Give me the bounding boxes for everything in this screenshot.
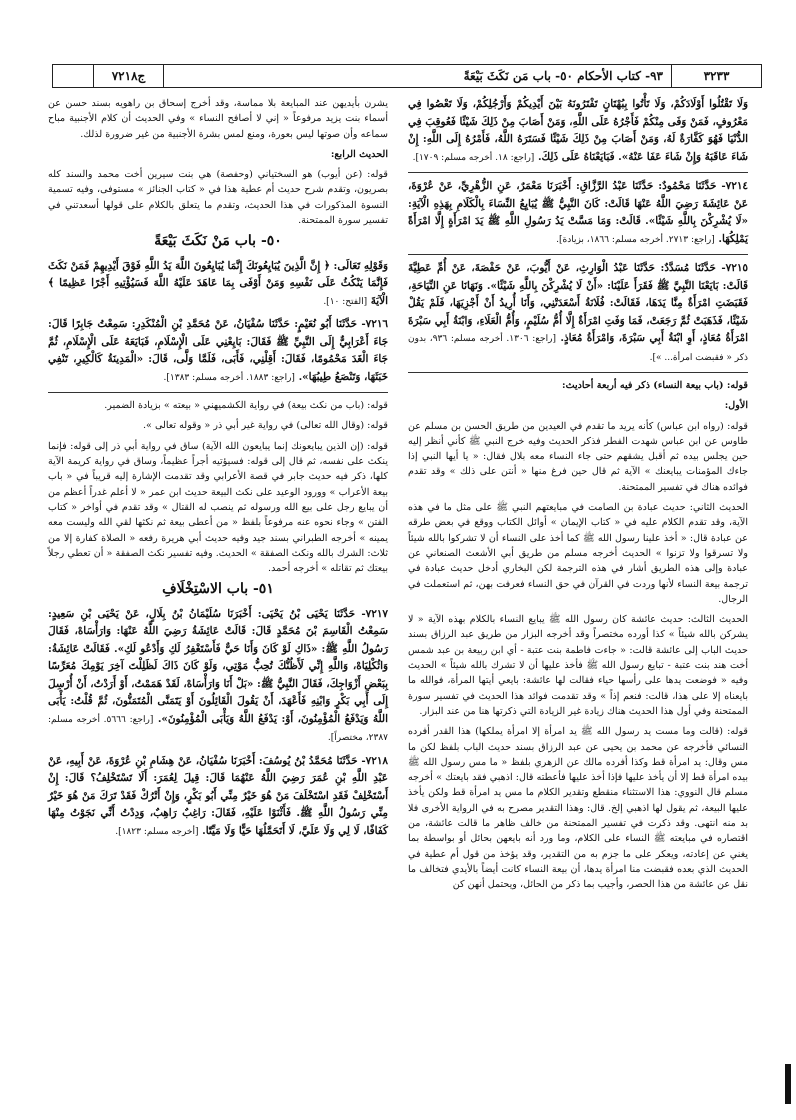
divider [48, 392, 388, 393]
hadith-7217: ٧٢١٧- حَدَّثَنَا يَحْيَى بْنُ يَحْيَى: أَخْبَرَنَا سُلَيْمَانُ بْنُ بِلَالٍ، عَنْ يَحْيَى بْنِ سَعِيدٍ: سَمِعْتُ الْقَاسِمَ بْنَ مُحَمَّدٍ قَالَ: قَالَتْ عَائِشَةُ رَضِيَ اللَّهُ عَنْهَا: وَارَأْسَاهْ، فَقَالَ رَسُولُ اللَّهِ ﷺ: «ذَاكِ لَوْ كَانَ وَأَنَا حَيٌّ فَأَسْتَغْفِرُ لَكِ وَأَدْعُو لَكِ». فَقَالَتْ عَائِشَةُ: وَاثُكْلِيَاهْ، وَاللَّهِ إِنِّي لَأَظُنُّكَ تُحِبُّ مَوْتِي، وَلَوْ كَانَ ذَاكَ لَظَلِلْتَ آخِرَ يَوْمِكَ مُعَرِّسًا بِبَعْضِ أَزْوَاجِكَ، فَقَالَ النَّبِيُّ ﷺ: «بَلْ أَنَا وَارَأْسَاهْ، لَقَدْ هَمَمْتُ، أَوْ أَرَدْتُ، أَنْ أُرْسِلَ إِلَى أَبِي بَكْرٍ وَابْنِهِ فَأَعْهَدَ، أَنْ يَقُولَ الْقَائِلُونَ أَوْ يَتَمَنَّى الْمُتَمَنُّونَ، ثُمَّ قُلْتُ: يَأْبَى اللَّهُ وَيَدْفَعُ الْمُؤْمِنُونَ، أَوْ: يَدْفَعُ اللَّهُ وَيَأْبَى الْمُؤْمِنُونَ». [راجع: ٥٦٦٦. أخرجه مسلم: ٢٣٨٧، مختصراً]. [48, 607, 388, 744]
header-blank-cell [53, 65, 93, 87]
hadith-7215: ٧٢١٥- حَدَّثَنَا مُسَدَّدٌ: حَدَّثَنَا عَبْدُ الْوَارِثِ، عَنْ أَيُّوبَ، عَنْ حَفْصَةَ، عَنْ أُمِّ عَطِيَّةَ قَالَتْ: بَايَعْنَا النَّبِيَّ ﷺ فَقَرَأَ عَلَيْنَا: «أَنْ لَا يُشْرِكْنَ بِاللَّهِ شَيْئًا». وَنَهَانَا عَنِ النِّيَاحَةِ، فَقَبَضَتِ امْرَأَةٌ مِنَّا يَدَهَا، فَقَالَتْ: فُلَانَةُ أَسْعَدَتْنِي، وَأَنَا أُرِيدُ أَنْ أَجْزِيَهَا، فَلَمْ يَقُلْ شَيْئًا، فَذَهَبَتْ ثُمَّ رَجَعَتْ، فَمَا وَفَتِ امْرَأَةٌ إِلَّا أُمُّ سُلَيْمٍ، وَأُمُّ الْعَلَاءِ، وَابْنَةُ أَبِي سَبْرَةَ امْرَأَةُ مُعَاذٍ، أَوِ ابْنَةُ أَبِي سَبْرَةَ، وَامْرَأَةُ مُعَاذٍ. [راجع: ١٣٠٦. أخرجه مسلم: ٩٣٦، بدون ذكر « فقبضت امرأة... »]. [408, 262, 748, 363]
verse-reference: [الفتح: ١٠]. [323, 296, 368, 307]
commentary-subheading: الأول: [724, 400, 748, 412]
commentary-heading: قوله: (باب بيعة النساء) ذكر فيه أربعة أحاديث: [562, 380, 748, 391]
commentary-paragraph: قوله: (إن الذين يبايعونك إنما يبايعون الله الآية) ساق في رواية أبي ذر إلى قوله: فإنما ينكث على نفسه، ثم قال إلى قوله: فسيؤتيه أجراً عظيماً، وساق في رواية كريمة الآية كلها، ذكر فيه حديث جابر في قصة الأعرابي وقد تقدمت الإشارة إليه قريباً في « باب بيعة الأعراب » وورود الوعيد على نكث البيعة حديث ابن عمر « لا أعلم غدراً أعظم من أن يبايع رجل على بيع الله ورسوله ثم ينصب له القتال » وقد تقدم في أواخر « كتاب الفتن » وجاء نحوه عنه مرفوعاً بلفظ « من أعطى بيعة ثم نكثها لقي الله وليست معه يمينه » أخرجه الطبراني بسند جيد وفيه حديث أبي هريرة رفعه « الصلاة كفارة إلا من ثلاث: الشرك بالله ونكث الصفقة » الحديث. وفيه تفسير نكث الصفقة « أن تعطي رجلاً بيعتك ثم تقاتله » أخرجه أحمد. [48, 440, 388, 575]
hadith-reference: [أخرجه مسلم: ١٨٢٣]. [115, 826, 199, 837]
commentary-paragraph: قوله: (وقال الله تعالى) في رواية غير أبي ذر « وقوله تعالى ». [142, 420, 388, 432]
commentary-paragraph: يشرن بأيديهن عند المبايعة بلا مماسة، وقد أخرج إسحاق بن راهويه بسند حسن عن أسماء بنت يزيد مرفوعاً « إني لا أصافح النساء » وفي الحديث أن كلام الأجنبية مباح سماعه وأن صوتها ليس بعورة، ومنع لمس بشرة الأجنبية من غير ضرورة لذلك. [48, 98, 388, 140]
hadith-reference: [راجع: ١٣٠٦. أخرجه مسلم: ٩٣٦، بدون ذكر « فقبضت امرأة... »]. [408, 334, 748, 363]
page-number: ٣٢٣٣ [671, 65, 761, 87]
chapter-heading-51: ٥١- باب الاسْتِخْلَافِ [162, 581, 274, 598]
divider [408, 172, 748, 173]
scan-edge-mark [785, 1064, 791, 1104]
chapter-heading-50: ٥٠- باب مَنْ نَكَثَ بَيْعَةً [154, 233, 282, 250]
volume-page-ref: ج٧٢١٨ [93, 65, 163, 87]
hadith-7218: ٧٢١٨- حَدَّثَنَا مُحَمَّدُ بْنُ يُوسُفَ: أَخْبَرَنَا سُفْيَانُ، عَنْ هِشَامِ بْنِ عُرْوَةَ، عَنْ أَبِيهِ، عَنْ عَبْدِ اللَّهِ بْنِ عُمَرَ رَضِيَ اللَّهُ عَنْهُمَا قَالَ: قِيلَ لِعُمَرَ: أَلَا تَسْتَخْلِفُ؟ قَالَ: إِنْ أَسْتَخْلِفْ فَقَدِ اسْتَخْلَفَ مَنْ هُوَ خَيْرٌ مِنِّي أَبُو بَكْرٍ، وَإِنْ أَتْرُكْ فَقَدْ تَرَكَ مَنْ هُوَ خَيْرٌ مِنِّي رَسُولُ اللَّهِ ﷺ. فَأَثْنَوْا عَلَيْهِ، فَقَالَ: رَاغِبٌ رَاهِبٌ، وَدِدْتُ أَنِّي نَجَوْتُ مِنْهَا كَفَافًا، لَا لِي وَلَا عَلَيَّ، لَا أَتَحَمَّلُهَا حَيًّا وَلَا مَيِّتًا. [أخرجه مسلم: ١٨٢٣]. [48, 754, 388, 837]
commentary-paragraph: قوله: (رواه ابن عباس) كأنه يريد ما تقدم في العيدين من طريق الحسن بن مسلم عن طاوس عن ابن عباس شهدت الفطر فذكر الحديث وفيه خرج النبي ﷺ كأني أنظر إليه حين يجلس بيده ثم أقبل يشقهم حتى جاء النساء معه بلال فقال: « يا أيها النبي إذا جاءك المؤمنات يبايعنك » الآية ثم قال حين فرغ منها « أنتن على ذلك » وقد تقدم فوائده هناك في تفسير الممتحنة. [408, 420, 748, 493]
running-title: ٩٣- كتاب الأحكام ٥٠- باب مَن نَكَثَ بَيْعَةً [163, 65, 671, 87]
hadith-reference: [راجع: ١٨٨٣. أخرجه مسلم: ١٣٨٣]. [163, 372, 295, 383]
left-column [48, 96, 388, 846]
right-column [408, 96, 748, 898]
commentary-subheading: الحديث الرابع: [330, 148, 388, 160]
hadith-reference: [راجع: ٢٧١٣. أخرجه مسلم: ١٨٦٦، بزيادة]. [556, 234, 715, 245]
commentary-paragraph: قوله: (باب من نكث بيعة) في رواية الكشميهني « بيعته » بزيادة الضمير. [104, 400, 388, 412]
hadith-7216: ٧٢١٦- حَدَّثَنَا أَبُو نُعَيْمٍ: حَدَّثَنَا سُفْيَانُ، عَنْ مُحَمَّدِ بْنِ الْمُنْكَدِرِ: سَمِعْتُ جَابِرًا قَالَ: جَاءَ أَعْرَابِيٌّ إِلَى النَّبِيِّ ﷺ فَقَالَ: بَايِعْنِي عَلَى الْإِسْلَامِ، فَبَايَعَهُ عَلَى الْإِسْلَامِ، ثُمَّ جَاءَ الْغَدَ مَحْمُومًا، فَقَالَ: أَقِلْنِي، فَأَبَى، فَلَمَّا وَلَّى، قَالَ: «الْمَدِينَةُ كَالْكِيرِ، تَنْفِي خَبَثَهَا، وَتَنْصَعُ طِيبُهَا». [راجع: ١٨٨٣. أخرجه مسلم: ١٣٨٣]. [48, 318, 388, 383]
commentary-paragraph: الحديث الثاني: حديث عبادة بن الصامت في مبايعتهم النبي ﷺ على مثل ما في هذه الآية، وقد تقدم الكلام عليه في « كتاب الإيمان » أوائل الكتاب ووقع في بعض طرقه عن عبادة قال: « أخذ علينا رسول الله ﷺ كما أخذ على النساء أن لا تشركوا بالله شيئاً ولا تسرقوا ولا تزنوا » الحديث أخرجه مسلم من طريق أبي الأشعث الصنعاني عن عبادة وإلى هذه الطريق أشار في هذه الترجمة لكن البخاري أدخل حديث عبادة في ترجمة بيعة النساء لأنها وردت في القرآن في حق النساء فعرفت بهن، ثم استعملت في الرجال. [408, 502, 748, 605]
hadith-reference: [راجع: ٥٦٦٦. أخرجه مسلم: ٢٣٨٧، مختصراً]. [48, 714, 388, 744]
commentary-paragraph: قوله: (قالت وما مست يد رسول الله ﷺ يد امرأة إلا امرأة يملكها) هذا القدر أفرده النسائي فأخرجه عن محمد بن يحيى عن عبد الرزاق بسند حديث الباب بلفظ لكن ما مس وقال: يد امرأة قط وكذا أفرده مالك عن الزهري بلفظ « ما مس رسول الله ﷺ بيده امرأة قط إلا أن يأخذ عليها فإذا أخذ عليها فأعطته قال: اذهبي فقد بايعتك » أخرجه مسلم قال النووي: هذا الاستثناء منقطع وتقدير الكلام ما مس يد امرأة قط ولكن يأخذ عليها البيعة، ثم يقول لها اذهبي إلخ. قال: وهذا التقدير مصرح به في الرواية الأخرى فلا بد منه انتهى. وقد ذكرت في تفسير الممتحنة من خالف ظاهر ما قالت عائشة، من اقتصاره في مبايعته ﷺ النساء على الكلام، وما ورد أنه بايعهن بحائل أو بواسطة بما يغني عن إعادته، ويعكر على ما جزم به من التقدير، وقد يؤخذ من قول أم عطية في الحديث الذي بعده فقبضت منا امرأة يدها، أن بيعة النساء كانت أيضاً بالأيدي فتخالف ما نقل عن عائشة من هذا الحصر، وأجيب بما ذكر من الحائل، ويحتمل أنهن كن [408, 726, 748, 891]
hadith-text: وَلَا تَقْتُلُوا أَوْلَادَكُمْ، وَلَا تَأْتُوا بِبُهْتَانٍ تَفْتَرُونَهُ بَيْنَ أَيْدِيكُمْ وَأَرْجُلِكُمْ، وَلَا تَعْصُوا فِي مَعْرُوفٍ، فَمَنْ وَفَى مِنْكُمْ فَأَجْرُهُ عَلَى اللَّهِ، وَمَنْ أَصَابَ مِنْ ذَلِكَ شَيْئًا فَعُوقِبَ فِي الدُّنْيَا فَهُوَ كَفَّارَةٌ لَهُ، وَمَنْ أَصَابَ مِنْ ذَلِكَ شَيْئًا فَسَتَرَهُ اللَّهُ، فَأَمْرُهُ إِلَى اللَّهِ: إِنْ شَاءَ عَاقَبَهُ وَإِنْ شَاءَ عَفَا عَنْهُ». فَبَايَعْنَاهُ عَلَى ذَلِكَ. [راجع: ١٨. أخرجه مسلم: ١٧٠٩]. [408, 98, 748, 163]
quran-verse: وَقَوْلِهِ تَعَالَى: ﴿ إِنَّ الَّذِينَ يُبَايِعُونَكَ إِنَّمَا يُبَايِعُونَ اللَّهَ يَدُ اللَّهِ فَوْقَ أَيْدِيهِمْ فَمَنْ نَكَثَ فَإِنَّمَا يَنْكُثُ عَلَى نَفْسِهِ وَمَنْ أَوْفَى بِمَا عَاهَدَ عَلَيْهُ اللَّهَ فَسَيُؤْتِيهِ أَجْرًا عَظِيمًا ﴾ الْآيَةَ [الفتح: ١٠]. [48, 259, 388, 307]
commentary-paragraph: الحديث الثالث: حديث عائشة كان رسول الله ﷺ يبايع النساء بالكلام بهذه الآية « لا يشركن بالله شيئاً » كذا أورده مختصراً وقد أخرجه البزار من طريق عبد الرزاق بسند حديث الباب إلى عائشة قالت: « جاءت فاطمة بنت عتبة - أي ابن ربيعة بن عبد شمس أخت هند بنت عتبة - تبايع رسول الله ﷺ فأخذ عليها أن لا تشرك بالله شيئاً » الحديث وفيه « فوضعت يدها على رأسها حياء فقالت لها عائشة: بايعي أيتها المرأة، فوالله ما بايعناه إلا على هذا، قالت: فنعم إذاً » وقد تقدمت فوائد هذا الحديث في تفسير سورة الممتحنة وفي أول هذا الحديث هناك زيادة غير الزيادة التي ذكرتها هنا من عند البزار. [408, 614, 748, 717]
commentary-paragraph: قوله: (عن أيوب) هو السختياني (وحفصة) هي بنت سيرين أخت محمد والسند كله بصريون، وتقدم شرح حديث أم عطية هذا في « كتاب الجنائز » مستوفى، وفيه تسمية النسوة المذكورات في هذا الحديث، وتقدم ما يتعلق بالكلام على قولها أسعدتني في تفسير سورة الممتحنة. [48, 169, 388, 227]
divider [408, 372, 748, 373]
divider [408, 254, 748, 255]
hadith-7214: ٧٢١٤- حَدَّثَنَا مَحْمُودٌ: حَدَّثَنَا عَبْدُ الرَّزَّاقِ: أَخْبَرَنَا مَعْمَرٌ، عَنِ الزُّهْرِيِّ، عَنْ عُرْوَةَ، عَنْ عَائِشَةَ رَضِيَ اللَّهُ عَنْهَا قَالَتْ: كَانَ النَّبِيُّ ﷺ يُبَايِعُ النِّسَاءَ بِالْكَلَامِ بِهَذِهِ الْآيَةِ: «لَا يُشْرِكْنَ بِاللَّهِ شَيْئًا». قَالَتْ: وَمَا مَسَّتْ يَدُ رَسُولِ اللَّهِ ﷺ يَدَ امْرَأَةٍ إِلَّا امْرَأَةً يَمْلِكُهَا. [راجع: ٢٧١٣. أخرجه مسلم: ١٨٦٦، بزيادة]. [408, 180, 748, 245]
page-header [52, 64, 762, 88]
hadith-reference: [راجع: ١٨. أخرجه مسلم: ١٧٠٩]. [412, 152, 535, 163]
